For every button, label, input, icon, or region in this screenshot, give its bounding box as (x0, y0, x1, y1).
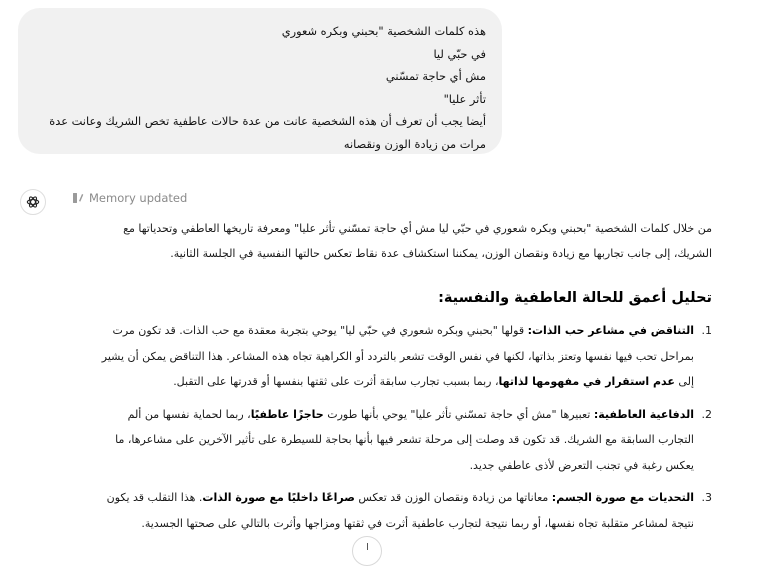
list-item-number: 2. (701, 407, 712, 421)
intro-line: من خلال كلمات الشخصية "بحبني وبكره شعوري في حبّي ليا مش أي حاجة تمسّني تأثر عليا" ومعرفة تاريخها العاطفي وتحدياتها مع (123, 222, 712, 235)
list-item-highlight: عدم استقرار في مفهومها لذاتها (498, 375, 675, 388)
scroll-down-button[interactable] (352, 536, 382, 566)
memory-pen-icon (72, 192, 84, 204)
list-item-text: تعبيرها "مش أي حاجة تمسّني تأثر عليا" يوحي بأنها طورت (323, 407, 594, 421)
list-item-text: ، ربما لحماية نفسها من ألم التجارب السابقة مع الشريك. قد تكون قد وصلت إلى مرحلة تشعر فيها بأنها بحاجة للسيطرة على تأثير الآخرين على مشاعرها، ما يعكس رغبة في تجنب التعرض لأذى عاطفي جديد. (115, 407, 694, 472)
assistant-avatar-icon (20, 189, 46, 215)
assistant-response (100, 216, 712, 543)
analysis-list (100, 318, 712, 536)
list-item-title: التناقض في مشاعر حب الذات: (527, 324, 694, 337)
list-item-text: قولها "بحبني وبكره شعوري في حبّي ليا" يوحي بتجربة معقدة مع حب الذات. قد تكون مرت بمراحل تحب فيها نفسها وتعتز بذاتها، لكنها في نفس الوقت تشعر بالتردد أو الكراهية تجاه هذه المشاعر. هذا التناقض يمكن أن يشير إلى (101, 324, 694, 388)
list-item (100, 485, 712, 536)
list-item (100, 402, 712, 479)
list-item-number: 1. (701, 324, 712, 337)
list-item-text: ، ربما بسبب تجارب سابقة أثرت على ثقتها بنفسها أو قدرتها على التقبل. (173, 375, 499, 388)
user-message-line: في حبّي ليا (433, 46, 486, 61)
section-heading: تحليل أعمق للحالة العاطفية والنفسية: (438, 290, 712, 306)
memory-updated-status[interactable] (72, 191, 187, 205)
user-message-line: هذه كلمات الشخصية "بحبني وبكره شعوري (281, 24, 486, 38)
list-item-text: . هذا التقلب قد يكون نتيجة لمشاعر متقلبة تجاه نفسها، أو ربما نتيجة لتجارب عاطفية أثرت في ثقتها ومزاجها وأثرت بالتالي على صحتها الجسدية. (106, 491, 694, 530)
list-item-number: 3. (701, 491, 712, 504)
intro-line: الشريك، إلى جانب تجاربها مع زيادة ونقصان الوزن، يمكننا استكشاف عدة نقاط تعكس حالتها النفسية في الجلسة الثانية. (170, 247, 712, 260)
user-message-line: مرات من زيادة الوزن ونقصانه (343, 136, 486, 151)
list-item-highlight: حاجزًا عاطفيًا (250, 407, 324, 421)
list-item-text: معاناتها من زيادة ونقصان الوزن قد تعكس (354, 491, 552, 504)
intro-paragraph (100, 216, 712, 266)
user-message-line: تأثر عليا" (443, 91, 486, 106)
list-item-highlight: صراعًا داخليًا مع صورة الذات (202, 491, 355, 504)
user-message-line: أيضا يجب أن تعرف أن هذه الشخصية عانت من عدة حالات عاطفية تخص الشريك وعانت عدة (49, 114, 486, 129)
list-item-title: التحديات مع صورة الجسم: (551, 491, 694, 504)
list-item (100, 318, 712, 395)
user-message-bubble (18, 8, 502, 154)
user-message-line: مش أي حاجة تمسّني (385, 69, 486, 84)
list-item-title: الدفاعية العاطفية: (593, 407, 694, 421)
memory-updated-label: Memory updated (89, 191, 188, 205)
